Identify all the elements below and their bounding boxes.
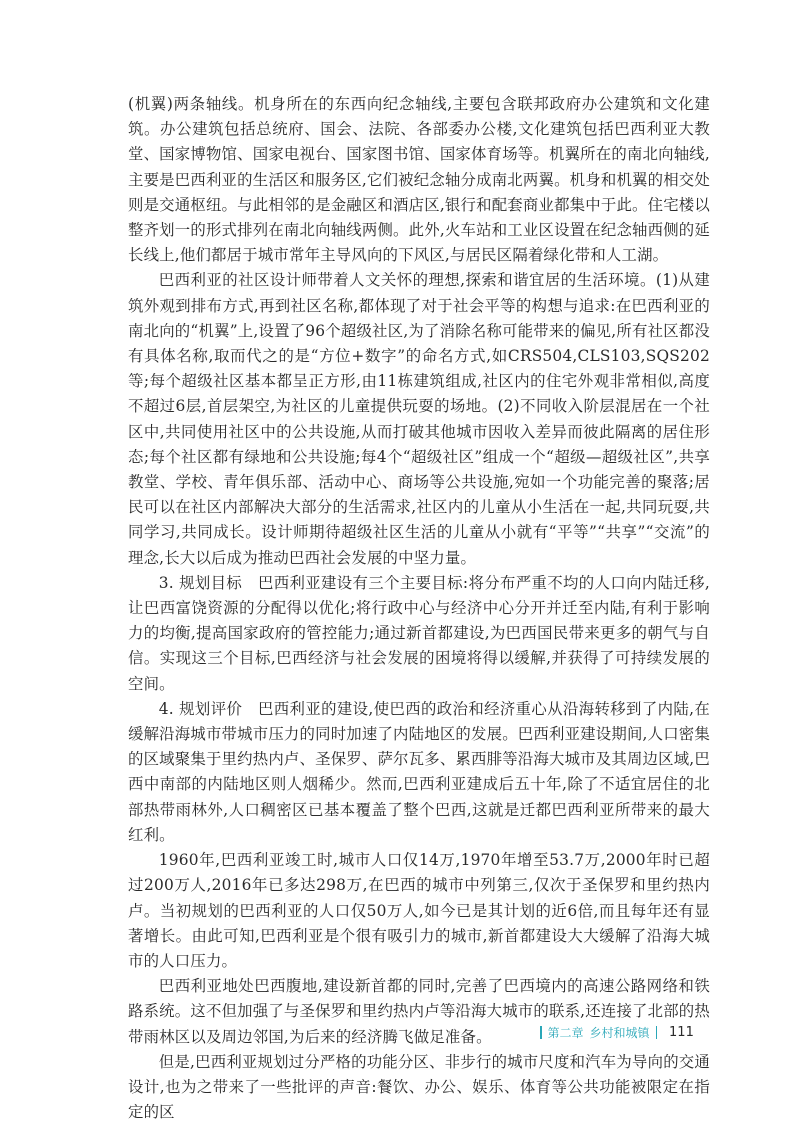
paragraph-7: 但是,巴西利亚规划过分严格的功能分区、非步行的城市尺度和汽车为导向的交通设计,也为之带来了一些批评的声音:餐饮、办公、娱乐、体育等公共功能被限定在指定的区 <box>128 1052 710 1122</box>
paragraph-5: 1960年,巴西利亚竣工时,城市人口仅14万,1970年增至53.7万,2000年时已超过200万人,2016年已多达298万,在巴西的城市中列第三,仅次于圣保罗和里约热内卢。当初规划的巴西利亚的人口仅50万人,如今已是其计划的近6倍,而且每年还有显著增长。由此可知,巴西利亚是个很有吸引力的城市,新首都建设大大缓解了沿海大城市的人口压力。 <box>128 851 710 970</box>
paragraph-6: 巴西利亚地处巴西腹地,建设新首都的同时,完善了巴西境内的高速公路网络和铁路系统。这不但加强了与圣保罗和里约热内卢等沿海大城市的联系,还连接了北部的热带雨林区以及周边邻国,为后来的经济腾飞做足准备。 <box>128 977 710 1046</box>
paragraph-1: (机翼)两条轴线。机身所在的东西向纪念轴线,主要包含联邦政府办公建筑和文化建筑。办公建筑包括总统府、国会、法院、各部委办公楼,文化建筑包括巴西利亚大教堂、国家博物馆、国家电视台、国家图书馆、国家体育场等。机翼所在的南北向轴线,主要是巴西利亚的生活区和服务区,它们被纪念轴分成南北两翼。机身和机翼的相交处则是交通枢纽。与此相邻的是金融区和酒店区,银行和配套商业都集中于此。住宅楼以整齐划一的形式排列在南北向轴线两侧。此外,火车站和工业区设置在纪念轴西侧的延长线上,他们都居于城市常年主导风向的下风区,与居民区隔着绿化带和人工湖。 <box>128 95 710 265</box>
paragraph-4: 4. 规划评价 巴西利亚的建设,使巴西的政治和经济重心从沿海转移到了内陆,在缓解沿海城市带城市压力的同时加速了内陆地区的发展。巴西利亚建设期间,人口密集的区域聚集于里约热内卢、圣保罗、萨尔瓦多、累西腓等沿海大城市及其周边区域,巴西中南部的内陆地区则人烟稀少。然而,巴西利亚建成后五十年,除了不适宜居住的北部热带雨林外,人口稠密区已基本覆盖了整个巴西,这就是迁都巴西利亚所带来的最大红利。 <box>128 699 710 844</box>
footer-divider-right <box>656 1026 658 1039</box>
footer-divider-left <box>540 1026 542 1039</box>
paragraph-3: 3. 规划目标 巴西利亚建设有三个主要目标:将分布严重不均的人口向内陆迁移,让巴西富饶资源的分配得以优化;将行政中心与经济中心分开并迁至内陆,有利于影响力的均衡,提高国家政府的管控能力;通过新首都建设,为巴西国民带来更多的朝气与自信。实现这三个目标,巴西经济与社会发展的困境将得以缓解,并获得了可持续发展的空间。 <box>128 573 710 693</box>
page-body <box>128 92 710 1125</box>
footer-chapter: 第二章 <box>547 1025 584 1040</box>
page-number: 111 <box>669 1024 694 1040</box>
paragraph-2: 巴西利亚的社区设计师带着人文关怀的理想,探索和谐宜居的生活环境。(1)从建筑外观到排布方式,再到社区名称,都体现了对于社会平等的构想与追求:在巴西利亚的南北向的“机翼”上,设置了96个超级社区,为了消除名称可能带来的偏见,所有社区都没有具体名称,取而代之的是“方位+数字”的命名方式,如CRS504,CLS103,SQS202等;每个超级社区基本都呈正方形,由11栋建筑组成,社区内的住宅外观非常相似,高度不超过6层,首层架空,为社区的儿童提供玩耍的场地。(2)不同收入阶层混居在一个社区中,共同使用社区中的公共设施,从而打破其他城市因收入差异而彼此隔离的居住形态;每个社区都有绿地和公共设施;每4个“超级社区”组成一个“超级—超级社区”,共享教堂、学校、青年俱乐部、活动中心、商场等公共设施,宛如一个功能完善的聚落;居民可以在社区内部解决大部分的生活需求,社区内的儿童从小生活在一起,共同玩耍,共同学习,共同成长。设计师期待超级社区生活的儿童从小就有“平等”“共享”“交流”的理念,长大以后成为推动巴西社会发展的中坚力量。 <box>128 271 710 567</box>
page-footer <box>540 1022 720 1042</box>
footer-chapter-title: 乡村和城镇 <box>589 1025 650 1040</box>
